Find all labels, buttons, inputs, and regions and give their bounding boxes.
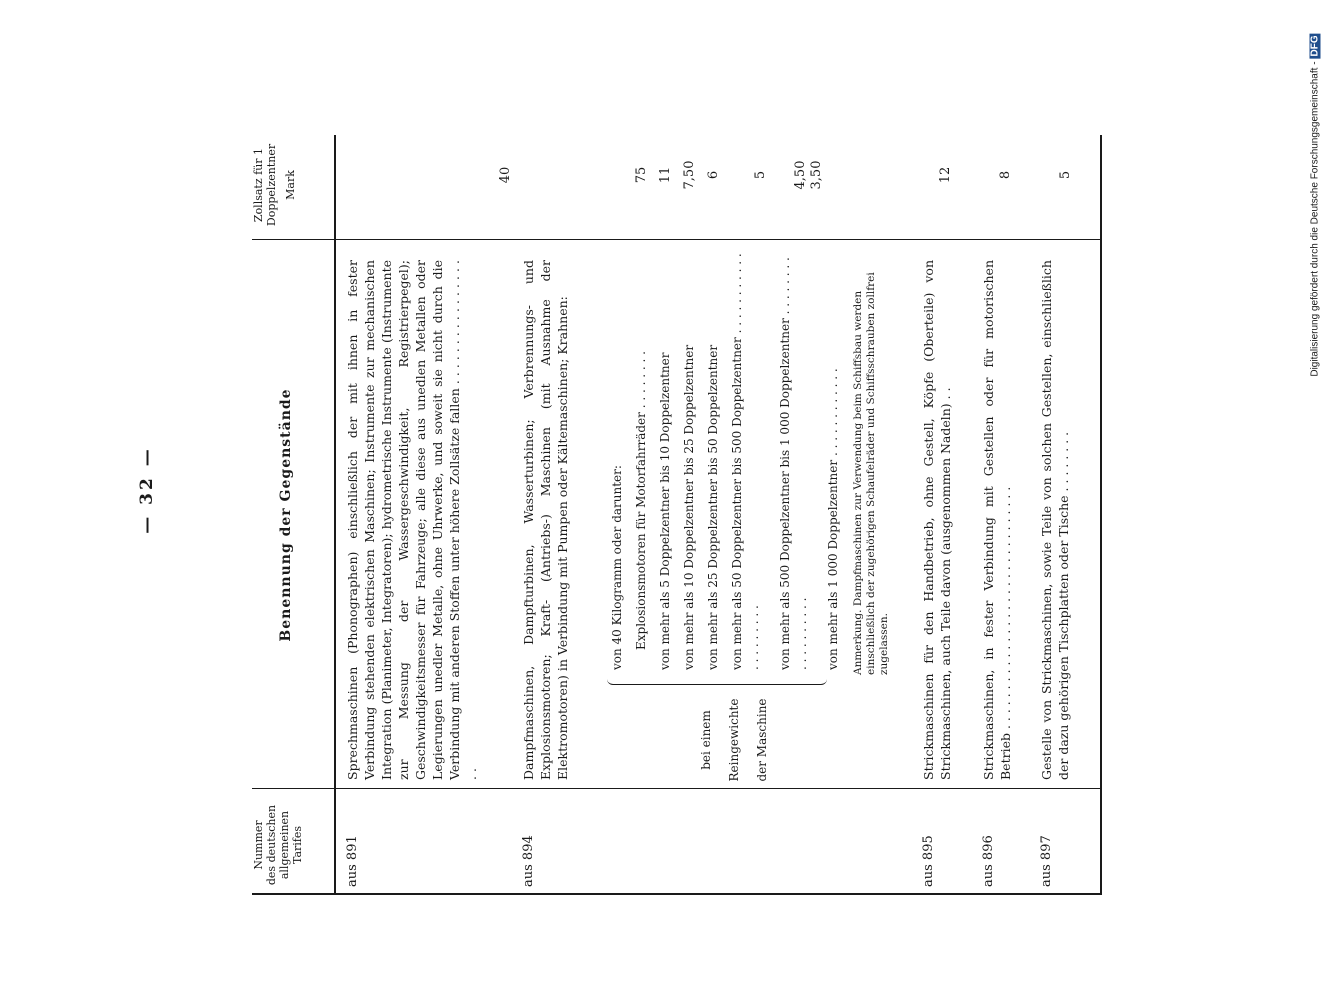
weight-label-line: Reingewichte — [727, 698, 741, 782]
column-rule — [252, 239, 1102, 240]
row-description: Strickmaschinen für den Handbetrieb, ohne Gestell, Köpfe (Oberteile) von Strickmaschinen, auch Teile davon (ausgenommen Nadeln) . . — [921, 260, 953, 780]
subitem-rate: 11 — [658, 166, 673, 184]
subitem: von mehr als 50 Doppelzentner bis 500 Doppelzentner . . . . . . . . . . . . . . . . . . . . — [730, 253, 761, 670]
header-rate-line: Zollsatz für 1 — [252, 147, 265, 223]
funding-text: Digitalisierung gefördert durch die Deutsche Forschungsgemeinschaft - — [1309, 61, 1321, 377]
subitem-rate: 6 — [706, 170, 721, 180]
header-rate-line: Doppelzentner — [265, 143, 278, 227]
row-description: Strickmaschinen, in fester Verbindung mit Gestellen oder für motorischen Betrieb . . . . . . . . . . . . . . . . . . . . . . . . . . . . . . . — [981, 260, 1013, 780]
page-number: — 32 — — [137, 446, 157, 534]
row-number: aus 897 — [1039, 835, 1054, 887]
subitem-rate: 5 — [753, 170, 768, 180]
header-name-text: Benennung der Gegenstände — [278, 388, 294, 642]
subitem: von mehr als 500 Doppelzentner bis 1 000 Doppelzentner . . . . . . . . . . . . . . . . . . — [778, 257, 809, 670]
column-rule — [252, 893, 1102, 895]
row-rate: 12 — [938, 166, 953, 184]
subitem-rate: 4,50 — [793, 160, 808, 190]
weight-label — [692, 695, 776, 785]
subitem: von 40 Kilogramm oder darunter: — [610, 465, 624, 670]
header-number-line: des deutschen — [265, 804, 278, 886]
annotation-note: Anmerkung. Dampfmaschinen zur Verwendung beim Schiffsbau werden einschließlich der zugehörigen Schaufelräder und Schiffsschrauben zollfrei zugelassen. — [852, 272, 890, 675]
row-description: Gestelle von Strickmaschinen, sowie Teile von solchen Gestellen, einschließlich der dazu gehörigen Tischplatten oder Tische . . . . . . . . — [1039, 260, 1071, 780]
tariff-table — [252, 135, 1102, 895]
header-number-line: allgemeinen — [278, 810, 291, 880]
funding-note — [1310, 33, 1321, 376]
weight-label-line: der Maschine — [755, 698, 769, 782]
column-rule — [252, 788, 1102, 789]
header-rate-unit: Mark — [284, 170, 297, 200]
subitem-rate: 7,50 — [682, 160, 697, 190]
subitem: von mehr als 5 Doppelzentner bis 10 Doppelzentner — [658, 352, 672, 670]
header-number — [252, 795, 330, 895]
row-rate: 8 — [998, 170, 1013, 180]
header-number-line: Tarifes — [291, 825, 304, 865]
weight-label-line: bei einem — [699, 710, 713, 770]
header-name — [280, 245, 293, 785]
table-bottom-rule — [1100, 135, 1102, 895]
subitem: Explosionsmotoren für Motorfahrräder . . . . . . . . — [634, 351, 648, 650]
brace — [607, 676, 827, 685]
row-number: aus 894 — [521, 835, 536, 887]
row-number: aus 896 — [981, 835, 996, 887]
row-description: Sprechmaschinen (Phonographen) einschließlich der mit ihnen in fester Verbindung stehenden elektrischen Maschinen; Instrumente zur mechanischen Integration (Planimeter, Integratoren); hydrometrische Instrumente (Instrumente zur Messung der Wassergeschwindigkeit, Registrierpegel); Geschwindigkeitsmesser für Fahrzeuge; alle diese aus unedlen Metallen oder Legierungen unedler Metalle, ohne Uhrwerke, und soweit sie nicht durch die Verbindung mit anderen Stoffen unter höhere Zollsätze fallen . . . . . . . . . . . . . . . . . . — [345, 260, 479, 780]
row-rate: 40 — [498, 166, 513, 184]
header-number-line: Nummer — [252, 820, 265, 870]
subitem: von mehr als 25 Doppelzentner bis 50 Doppelzentner — [706, 344, 720, 670]
row-number: aus 895 — [921, 835, 936, 887]
header-rate — [252, 135, 297, 235]
subitem: von mehr als 10 Doppelzentner bis 25 Doppelzentner — [682, 344, 696, 670]
row-rate: 5 — [1058, 170, 1073, 180]
row-number: aus 891 — [345, 835, 360, 887]
header-rule — [334, 135, 336, 895]
dfg-logo: DFG — [1309, 35, 1321, 57]
subitem-rate: 75 — [634, 166, 649, 184]
row-description: Dampfmaschinen, Dampfturbinen, Wasserturbinen; Verbrennungs- und Explosionsmotoren; Kraft- (Antriebs-) Maschinen (mit Ausnahme der Elektromotoren) in Verbindung mit Pumpen oder Kältemaschinen; Krahnen: — [521, 260, 570, 780]
subitem-rate: 3,50 — [809, 160, 824, 190]
subitem: von mehr als 1 000 Doppelzentner . . . . . . . . . . . . — [826, 368, 840, 670]
